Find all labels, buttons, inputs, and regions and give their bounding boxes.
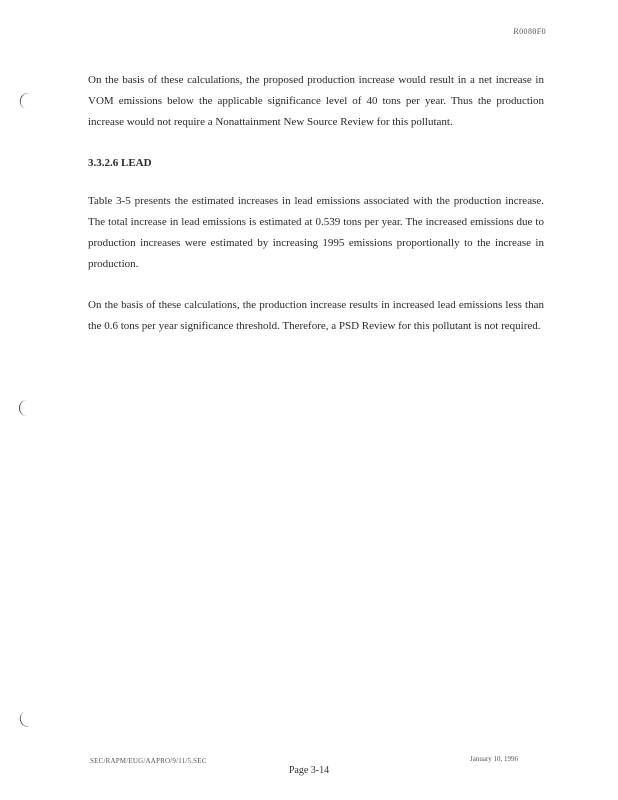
footer-date: January 10, 1996 <box>470 755 519 763</box>
section-heading-lead: 3.3.2.6 LEAD <box>88 157 152 169</box>
paragraph-vom-conclusion: On the basis of these calculations, the proposed production increase would result in a net increase in VOM emissions below the applicable significance level of 40 tons per year. Thus the production increase would not require a Nonattainment New Source Review for this pollutant. <box>88 74 544 128</box>
paragraph-lead-increase: Table 3-5 presents the estimated increases in lead emissions associated with the production increase. The total increase in lead emissions is estimated at 0.539 tons per year. The increased emissions due to production increases were estimated by increasing 1995 emissions proportionally to the increase in production. <box>88 195 544 270</box>
binding-mark <box>18 711 32 729</box>
page-number: Page 3-14 <box>288 765 330 776</box>
footer-file-code: SEC/RAPM/EUG/AAPRO/9/11/5.SEC <box>90 757 207 765</box>
paragraph-lead-conclusion: On the basis of these calculations, the production increase results in increased lead emissions less than the 0.6 tons per year significance threshold. Therefore, a PSD Review for this pollutant is not required. <box>88 299 544 332</box>
binding-mark <box>19 400 28 416</box>
document-body <box>88 70 544 357</box>
document-id: R0080F0 <box>513 27 546 36</box>
binding-mark <box>18 91 32 109</box>
